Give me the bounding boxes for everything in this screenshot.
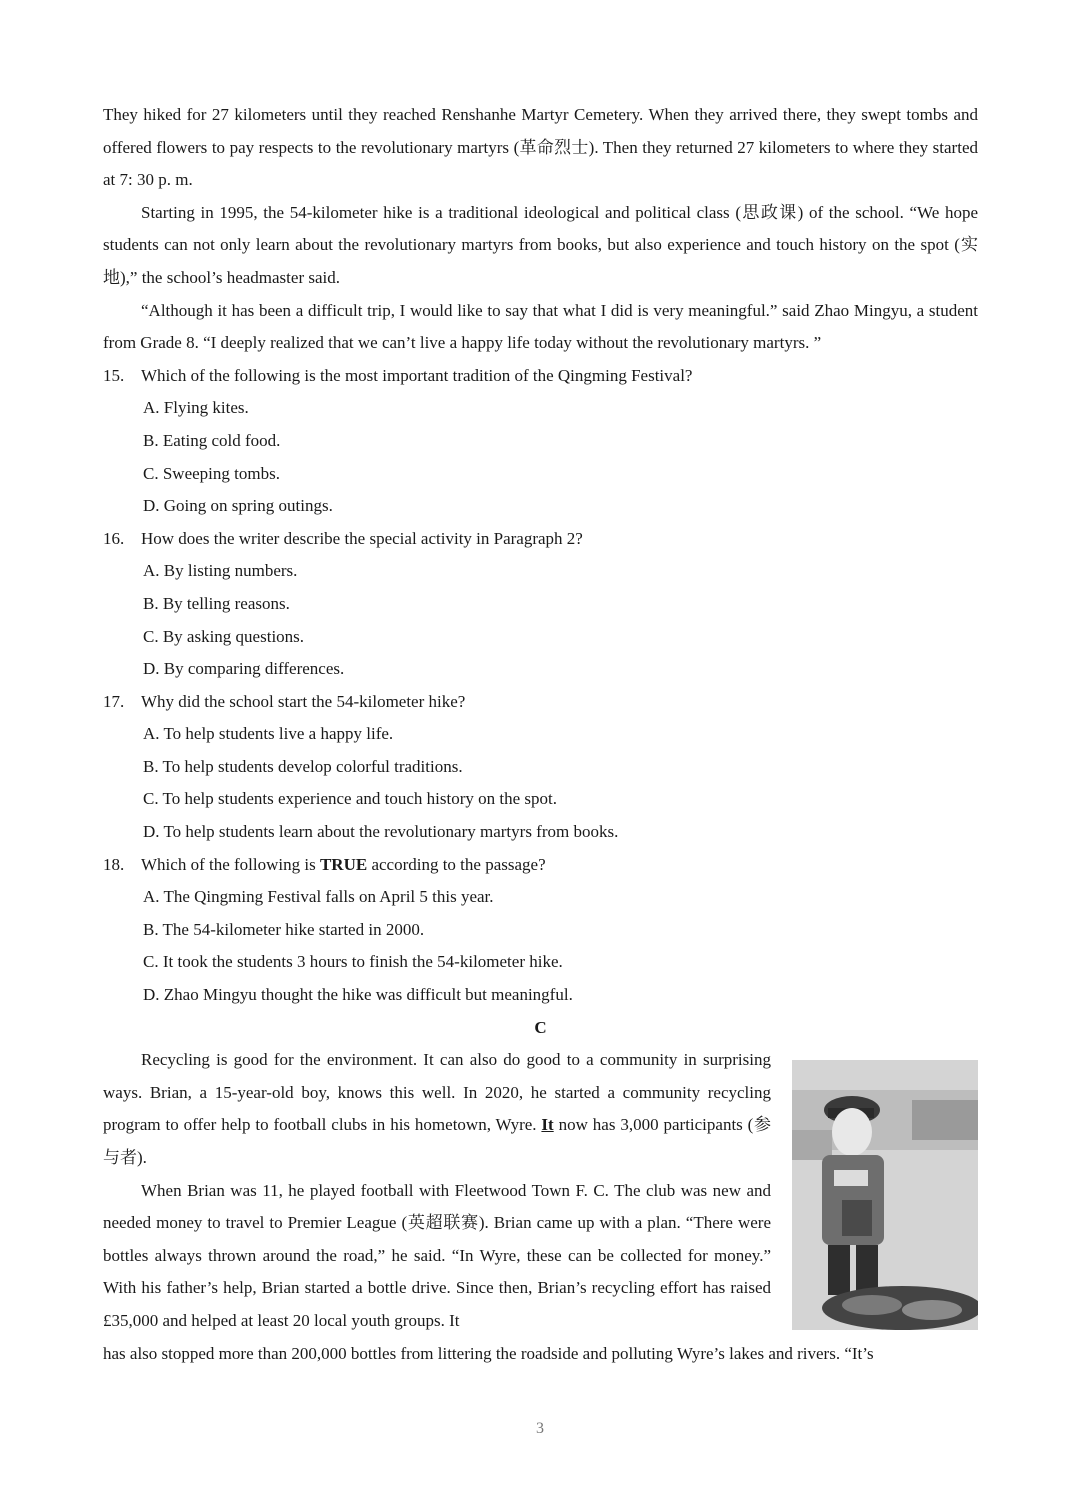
question-text-emphasis: TRUE	[319, 854, 368, 874]
question-number: 16.	[103, 528, 125, 548]
option-15d: D. Going on spring outings.	[143, 496, 333, 516]
question-17	[103, 686, 978, 719]
section-heading-c: C	[534, 1017, 547, 1037]
passage-c-with-photo	[103, 1044, 978, 1337]
option-17b: B. To help students develop colorful traditions.	[143, 756, 463, 776]
option-16c: C. By asking questions.	[143, 626, 305, 646]
page-number: 3	[536, 1420, 544, 1437]
question-15	[103, 360, 978, 393]
question-text: Why did the school start the 54-kilometer hike?	[141, 691, 466, 711]
question-number: 15.	[103, 365, 125, 385]
question-text: How does the writer describe the special activity in Paragraph 2?	[141, 528, 583, 548]
photo-illustration	[792, 1060, 978, 1330]
option-17a: A. To help students live a happy life.	[143, 724, 394, 744]
option-18c: C. It took the students 3 hours to finish the 54-kilometer hike.	[143, 952, 563, 972]
option-16a: A. By listing numbers.	[143, 561, 298, 581]
question-text-after: according to the passage?	[367, 854, 546, 874]
question-number: 17.	[103, 691, 125, 711]
passage-c-paragraph-2: When Brian was 11, he played football with Fleetwood Town F. C. The club was new and needed money to travel to Premier League (英超联赛). Brian came up with a plan. “There were bottles always thrown around the road,” he said. “In Wyre, these can be collected for money.” With his father’s help, Brian started a bottle drive. Since then, Brian’s recycling effort has raised £35,000 and helped at least 20 local youth groups. It	[103, 1180, 771, 1330]
page-content	[103, 99, 978, 1370]
underlined-it: It	[541, 1115, 554, 1135]
question-number: 18.	[103, 854, 125, 874]
passage-c-p1-text-after: now has 3,000 participants (参与者).	[103, 1115, 771, 1167]
passage-b-paragraph-1: They hiked for 27 kilometers until they reached Renshanhe Martyr Cemetery. When they arrived there, they swept tombs and offered flowers to pay respects to the revolutionary martyrs (革命烈士). Then they returned 27 kilometers to where they started at 7: 30 p. m.	[103, 105, 978, 190]
option-15b: B. Eating cold food.	[143, 430, 281, 450]
option-16d: D. By comparing differences.	[143, 659, 345, 679]
option-15a: A. Flying kites.	[143, 398, 249, 418]
option-17c: C. To help students experience and touch history on the spot.	[143, 789, 557, 809]
passage-b-paragraph-3: “Although it has been a difficult trip, I would like to say that what I did is very meaningful.” said Zhao Mingyu, a student from Grade 8. “I deeply realized that we can’t live a happy life today without the revolutionary martyrs. ”	[103, 300, 978, 353]
question-text-before: Which of the following is	[141, 854, 320, 874]
question-text: Which of the following is the most important tradition of the Qingming Festival?	[141, 365, 693, 385]
passage-c-paragraph-1	[103, 1044, 771, 1174]
option-15c: C. Sweeping tombs.	[143, 463, 280, 483]
option-16b: B. By telling reasons.	[143, 593, 290, 613]
option-18d: D. Zhao Mingyu thought the hike was difficult but meaningful.	[143, 985, 573, 1005]
question-18	[103, 849, 978, 882]
passage-c-paragraph-2-continued: has also stopped more than 200,000 bottles from littering the roadside and polluting Wyre’s lakes and rivers. “It’s	[103, 1343, 874, 1363]
passage-b-paragraph-2: Starting in 1995, the 54-kilometer hike is a traditional ideological and political class (思政课) of the school. “We hope students can not only learn about the revolutionary martyrs from books, but also experience and touch history on the spot (实地),” the school’s headmaster said.	[103, 202, 978, 287]
option-18a: A. The Qingming Festival falls on April 5 this year.	[143, 887, 494, 907]
option-17d: D. To help students learn about the revolutionary martyrs from books.	[143, 822, 619, 842]
option-18b: B. The 54-kilometer hike started in 2000.	[143, 919, 425, 939]
passage-c-p1-text: Recycling is good for the environment. It can also do good to a community in surprising ways. Brian, a 15-year-old boy, knows this well. In 2020, he started a community recycling program to offer help to football clubs in his hometown, Wyre.	[103, 1050, 771, 1135]
question-16	[103, 523, 978, 556]
boy-recycling-photo	[792, 1060, 978, 1330]
passage-c-text-column	[103, 1044, 771, 1337]
